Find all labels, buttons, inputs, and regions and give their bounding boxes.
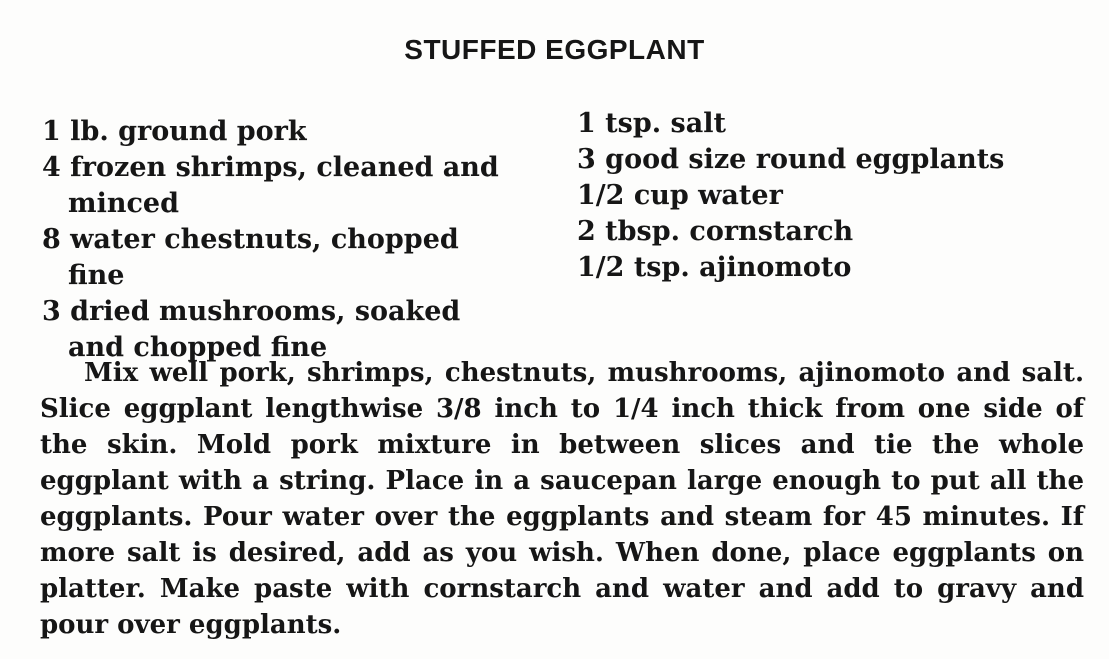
ingredient-item: 1/2 cup water <box>577 180 783 211</box>
ingredient-item: 8 water chestnuts, chopped fine <box>42 224 459 291</box>
ingredient-item: 1/2 tsp. ajinomoto <box>577 252 852 283</box>
recipe-title: STUFFED EGGPLANT <box>404 34 705 65</box>
ingredient-item: 3 dried mushrooms, soaked and chopped fine <box>42 296 461 363</box>
ingredient-item: 3 good size round eggplants <box>577 144 1005 175</box>
ingredient-item: 2 tbsp. cornstarch <box>577 216 854 247</box>
ingredient-item: 1 tsp. salt <box>577 108 726 139</box>
ingredient-item: 1 lb. ground pork <box>42 116 307 147</box>
ingredient-list-left <box>42 114 512 366</box>
ingredient-item: 4 frozen shrimps, cleaned and minced <box>42 152 499 219</box>
directions-paragraph: Mix well pork, shrimps, chestnuts, mushrooms, ajinomoto and salt. Slice eggplant lengthwise 3/8 inch to 1/4 inch thick from one side of the skin. Mold pork mixture in between slices and tie the whole eggplant with a string. Place in a saucepan large enough to put all the eggplants. Pour water over the eggplants and steam for 45 minutes. If more salt is desired, add as you wish. When done, place eggplants on platter. Make paste with cornstarch and water and add to gravy and pour over eggplants. <box>40 358 1084 640</box>
ingredient-list-right <box>577 106 1057 286</box>
